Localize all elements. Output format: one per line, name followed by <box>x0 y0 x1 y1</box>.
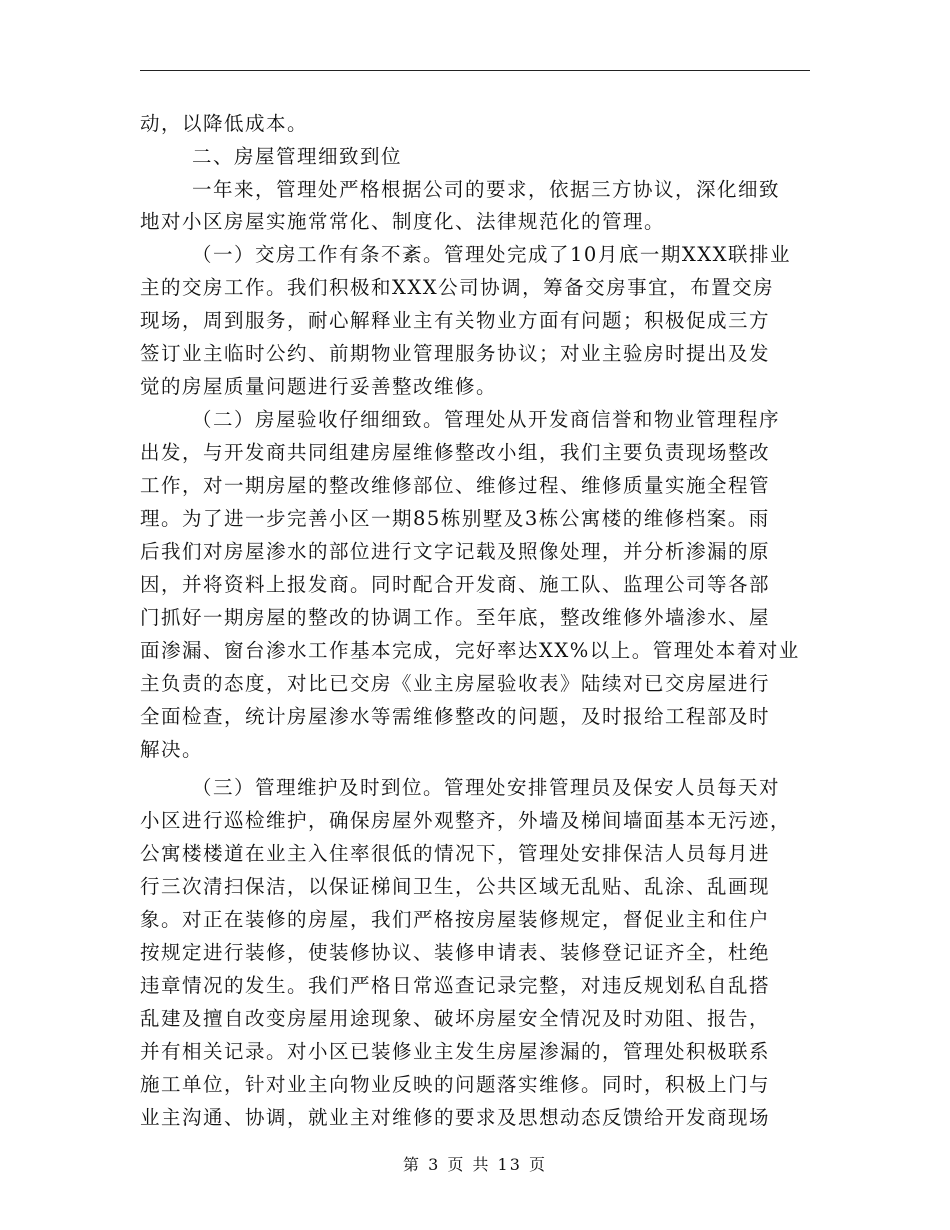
text-line: 主的交房工作。我们积极和XXX公司协调，筹备交房事宜，布置交房 <box>140 276 775 299</box>
text-line: 按规定进行装修，使装修协议、装修申请表、装修登记证齐全，杜绝 <box>140 941 771 964</box>
text-line: 主负责的态度，对比已交房《业主房屋验收表》陆续对已交房屋进行 <box>140 672 771 695</box>
text-line: 公寓楼楼道在业主入住率很低的情况下，管理处安排保洁人员每月进 <box>140 842 771 865</box>
text-line: 乱建及擅自改变房屋用途现象、破坏房屋安全情况及时劝阻、报告， <box>140 1007 771 1030</box>
text-line: 觉的房屋质量问题进行妥善整改维修。 <box>140 375 498 398</box>
text-line: 出发，与开发商共同组建房屋维修整改小组，我们主要负责现场整改 <box>140 441 771 464</box>
text-line: 地对小区房屋实施常常化、制度化、法律规范化的管理。 <box>140 210 666 233</box>
text-line: 因，并将资料上报发商。同时配合开发商、施工队、监理公司等各部 <box>140 573 771 596</box>
text-line: 违章情况的发生。我们严格日常巡查记录完整，对违反规划私自乱搭 <box>140 974 771 997</box>
text-line: 门抓好一期房屋的整改的协调工作。至年底，整改维修外墙渗水、屋 <box>140 606 771 629</box>
text-line: 施工单位，针对业主向物业反映的问题落实维修。同时，积极上门与 <box>140 1073 771 1096</box>
text-line: 全面检查，统计房屋渗水等需维修整改的问题，及时报给工程部及时 <box>140 705 771 728</box>
text-line: 面渗漏、窗台渗水工作基本完成，完好率达XX%以上。管理处本着对业 <box>140 639 800 662</box>
text-line: 并有相关记录。对小区已装修业主发生房屋渗漏的，管理处积极联系 <box>140 1040 771 1063</box>
text-line: 小区进行巡检维护，确保房屋外观整齐，外墙及梯间墙面基本无污迹， <box>140 809 792 832</box>
text-line: 动，以降低成本。 <box>140 112 309 135</box>
text-line: （一）交房工作有条不紊。管理处完成了10月底一期XXX联排业 <box>192 243 791 266</box>
header-rule <box>140 70 810 71</box>
text-line: 理。为了进一步完善小区一期85栋别墅及3栋公寓楼的维修档案。雨 <box>140 507 770 530</box>
section-heading: 二、房屋管理细致到位 <box>192 145 403 168</box>
text-line: 工作，对一期房屋的整改维修部位、维修过程、维修质量实施全程管 <box>140 474 771 497</box>
text-line: 象。对正在装修的房屋，我们严格按房屋装修规定，督促业主和住户 <box>140 908 771 931</box>
text-line: 签订业主临时公约、前期物业管理服务协议；对业主验房时提出及发 <box>140 342 771 365</box>
page-number-footer: 第 3 页 共 13 页 <box>403 1155 547 1174</box>
text-line: （三）管理维护及时到位。管理处安排管理员及保安人员每天对 <box>192 776 781 799</box>
text-line: 一年来，管理处严格根据公司的要求，依据三方协议，深化细致 <box>192 178 781 201</box>
text-line: 行三次清扫保洁，以保证梯间卫生，公共区域无乱贴、乱涂、乱画现 <box>140 875 771 898</box>
text-line: 后我们对房屋渗水的部位进行文字记载及照像处理，并分析渗漏的原 <box>140 540 771 563</box>
text-line: （二）房屋验收仔细细致。管理处从开发商信誉和物业管理程序 <box>192 408 781 431</box>
text-line: 现场，周到服务，耐心解释业主有关物业方面有问题；积极促成三方 <box>140 309 771 332</box>
text-line: 解决。 <box>140 738 204 761</box>
text-line: 业主沟通、协调，就业主对维修的要求及思想动态反馈给开发商现场 <box>140 1106 771 1129</box>
